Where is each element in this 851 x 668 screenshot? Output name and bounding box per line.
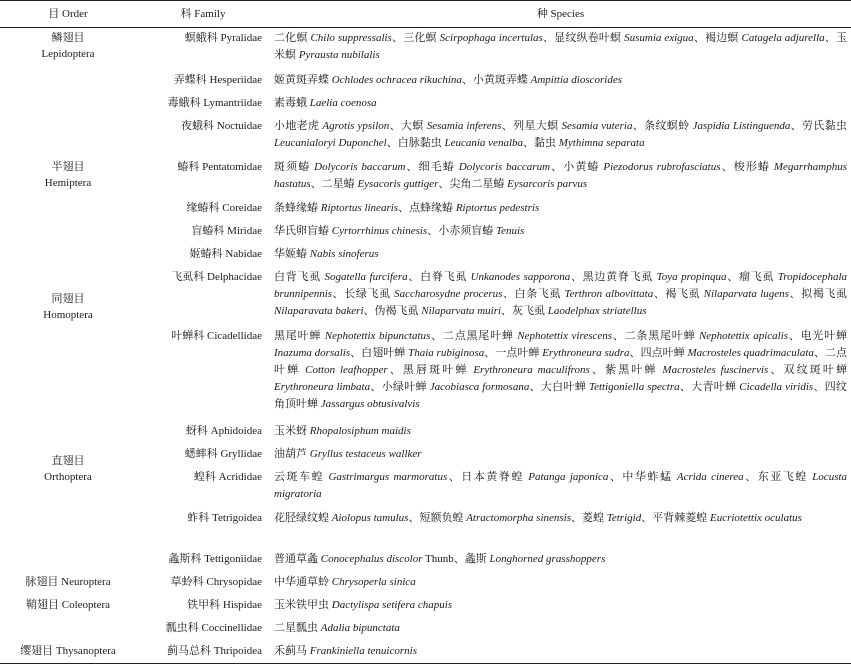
species-common-name: 、玉米螟 [274,32,848,61]
species-scientific-name: Conocephalus discolor [320,552,423,565]
species-cell [270,116,851,157]
species-scientific-name: Leucania venalba [444,136,523,149]
species-scientific-name: Dactylispa setifera chapuis [331,598,453,611]
species-scientific-name: Gryllus testaceus wallker [309,447,422,460]
species-cell [270,70,851,93]
species-scientific-name: Dolycoris baccarum [314,160,406,173]
order-name-en: Lepidoptera [41,48,95,60]
species-common-name: 、拟褐飞虱 [788,287,848,300]
species-common-name: 、四点叶蝉 [629,346,688,359]
species-scientific-name: Terthron albovittata [564,287,654,300]
species-scientific-name: Acrida cinerea [676,470,744,483]
species-scientific-name: Chilo suppressalis [310,32,392,44]
species-scientific-name: Mythimna separata [558,136,645,149]
species-scientific-name: Nilaparvata muiri [421,304,502,317]
species-scientific-name: Sesamia inferens [426,119,502,132]
species-common-name: 、伪褐飞虱 [363,304,422,317]
species-common-name: 、灰飞虱 [501,304,548,317]
species-common-name: 、日本黄脊蝗 [447,470,529,483]
species-scientific-name: Tropidocephala brunnipennis [274,270,848,300]
species-common-name: 斑须蝽 [274,160,315,173]
order-cell [0,267,136,444]
species-common-name: 、东亚飞蝗 [743,470,813,483]
order-cell [0,28,136,157]
species-cell [270,572,851,595]
species-common-name: 、二条黑尾叶蝉 [612,329,699,342]
order-name-cn: 半翅目 [51,160,85,173]
species-scientific-name: Atractomorpha sinensis [466,511,572,524]
species-scientific-name: Locusta migratoria [274,470,848,500]
species-scientific-name: Gastrimargus marmoratus [328,470,448,483]
family-cell: 姬蝽科 Nabidae [189,247,262,260]
family-cell: 蝽科 Pentatomidae [177,160,262,173]
species-cell [270,198,851,221]
species-scientific-name: Eysacoris guttiger [357,177,439,190]
family-cell: 蚜科 Aphidoidea [185,424,262,437]
species-cell [270,444,851,467]
species-scientific-name: Unkanodes sapporona [470,270,571,283]
order-name: 鞘翅目 Coleoptera [25,598,110,611]
species-cell [270,244,851,267]
family-cell: 盲蝽科 Miridae [191,224,262,237]
species-common-name: 、二点叶蝉 [274,346,848,376]
species-scientific-name: Chrysoperla sinica [331,575,416,588]
family-cell: 蝗科 Acrididae [193,470,262,483]
table-body [0,28,851,664]
species-scientific-name: Megarrhamphus hastatus [274,160,848,190]
family-cell: 弄蝶科 Hesperiidae [173,73,262,86]
species-scientific-name: Jacobiasca formosana [429,380,530,393]
species-scientific-name: Erythroneura maculifrons [473,363,590,376]
species-common-name: 禾蓟马 [274,644,310,657]
species-common-name: 、尖角二星蝽 [438,177,508,190]
species-common-name: 华氏卵盲蝽 [274,224,332,237]
species-cell [270,28,851,70]
order-cell [0,157,136,267]
family-cell: 蓟马总科 Thripoidea [136,641,270,664]
species-scientific-name: Riptortus linearis [320,201,399,214]
species-cell [270,326,851,421]
species-scientific-name: Aiolopus tamulus [331,511,409,524]
species-common-name: 、三化螟 [391,32,440,44]
species-common-name: 、中华蚱蜢 [608,470,677,483]
species-common-name: 云斑车蝗 [274,470,329,483]
species-scientific-name: Piezodorus rubrofasciatus [603,160,721,173]
species-common-name: 、电光叶蝉 [788,329,848,342]
table-row [0,28,851,70]
species-cell [270,508,851,549]
species-scientific-name: Ochlodes ochracea rikuchina [331,73,462,86]
species-scientific-name: Leucanialoryi Duponchel [274,136,387,149]
species-scientific-name: Eysarcoris parvus [507,177,588,190]
species-scientific-name: Macrosteles fuscinervis [662,363,769,376]
species-scientific-name: Erythroneura limbata [274,380,371,393]
species-common-name: 玉米蚜 [274,424,310,437]
species-common-name: 、黑唇斑叶蝉 [387,363,474,376]
species-cell [270,157,851,198]
species-common-name: 、二点黑尾叶蝉 [430,329,518,342]
species-cell [270,421,851,444]
species-common-name: 二星瓢虫 [274,621,321,634]
species-common-name: 、大螟 [389,119,427,132]
family-cell: 蟋蟀科 Gryllidae [184,447,262,460]
species-scientific-name: Riptortus pedestris [455,201,540,214]
species-common-name: 、大白叶蝉 [529,380,589,393]
table-row [0,267,851,326]
species-common-name: 、条纹螟蛉 [632,119,693,132]
species-scientific-name: Pyrausta nubilalis [298,49,380,61]
family-cell: 草蛉科 Chrysopidae [170,575,262,588]
species-cell [270,595,851,618]
species-scientific-name: Jaspidia Listinguenda [692,119,791,132]
order-cell [0,641,136,664]
species-column-header: 种 Species [270,1,851,28]
species-common-name: 、梭形蝽 [720,160,774,173]
species-common-name: 、劳氏黏虫 [790,119,848,132]
species-scientific-name: Rhopalosiphum maidis [309,424,411,437]
family-cell: 毒蛾科 Lymantriidae [167,96,262,109]
species-scientific-name: Nilaparvata lugens [703,287,789,300]
species-cell [270,467,851,508]
species-scientific-name: Thaia rubiginosa [408,346,485,359]
species-common-name: 花胫绿纹蝗 [274,511,332,524]
species-common-name: 、白条飞虱 [502,287,565,300]
species-common-name: 、列星大螟 [501,119,562,132]
species-scientific-name: Longhorned grasshoppers [489,552,606,565]
species-common-name: 、四纹角顶叶蝉 [274,380,848,410]
species-scientific-name: Scirpophaga incertulas [439,32,543,44]
species-common-name: 素毒蛾 [274,96,310,109]
species-common-name: 、短额负蝗 [408,511,467,524]
species-common-name: 姬黄斑弄蝶 [274,73,332,86]
order-name-en: Homoptera [43,308,93,321]
species-scientific-name: Frankiniella tenuicornis [309,644,417,657]
species-scientific-name: Laelia coenosa [309,96,377,109]
species-scientific-name: Catagela adjurella [741,32,825,44]
species-common-name: 、紫黑叶蝉 [589,363,663,376]
species-scientific-name: Cotton leafhopper [305,363,388,376]
species-scientific-name: Adalia bipunctata [320,621,400,634]
order-name-cn: 直翅目 [51,454,85,467]
species-scientific-name: Inazuma dorsalis [274,346,351,359]
species-common-name: 、大青叶蝉 [679,380,740,393]
species-common-name: 、长绿飞虱 [332,287,395,300]
species-scientific-name: Laodelphax striatellus [547,304,647,317]
species-common-name: 、一点叶蝉 [484,346,543,359]
species-common-name: 、显纹纵卷叶螟 [542,32,625,44]
species-scientific-name: Cyrtorrhinus chinesis [331,224,428,237]
species-scientific-name: Nephotettix bipunctatus [324,329,431,342]
species-cell [270,549,851,572]
species-scientific-name: Ampittia dioscorides [530,73,622,86]
table-row [0,572,851,595]
order-cell [0,572,136,595]
species-common-name: Thunb、螽斯 [422,552,490,565]
family-cell: 螟蛾科 Pyralidae [184,32,262,44]
species-common-name: 、双纹斑叶蝉 [768,363,848,376]
species-cell [270,618,851,641]
species-common-name: 、菱蝗 [571,511,607,524]
table-header-row [0,1,851,28]
family-cell: 螽斯科 Tettigoniidae [168,552,262,565]
species-common-name: 黑尾叶蝉 [274,329,325,342]
species-scientific-name: Nephotettix virescens [517,329,613,342]
table-row [0,157,851,198]
species-common-name: 、小黄斑弄蝶 [461,73,531,86]
species-common-name: 油葫芦 [274,447,310,460]
order-name: 脉翅目 Neuroptera [25,575,111,588]
family-column-header: 科 Family [136,1,270,28]
species-scientific-name: Eucriotettix oculatus [709,511,802,524]
species-common-name: 、细毛蝽 [405,160,459,173]
species-common-name: 、白脊飞虱 [407,270,471,283]
species-cell [270,221,851,244]
species-scientific-name: Agrotis ypsilon [322,119,390,132]
species-common-name: 条蜂缘蝽 [274,201,321,214]
species-common-name: 普通草螽 [274,552,321,565]
species-scientific-name: Tetrigid [606,511,642,524]
species-common-name: 、小绿叶蝉 [370,380,430,393]
species-common-name: 白背飞虱 [274,270,325,283]
species-scientific-name: Nilaparavata bakeri [274,304,364,317]
species-scientific-name: Cicadella viridis [739,380,814,393]
order-name-en: Hemiptera [44,176,92,189]
family-cell: 夜蛾科 Noctuidae [181,119,262,132]
species-scientific-name: Susumia exigua [624,32,694,44]
species-scientific-name: Tettigoniella spectra [589,380,680,393]
family-cell: 铁甲科 Hispidae [187,598,262,611]
species-scientific-name: Nephotettix apicalis [698,329,789,342]
species-common-name: 、平背棘菱蝗 [641,511,710,524]
family-cell: 蚱科 Tetrigoidea [187,511,262,524]
table-row [0,595,851,618]
species-common-name: 、白翅叶蝉 [350,346,409,359]
species-cell [270,641,851,664]
species-common-name: 、白脉黏虫 [386,136,445,149]
order-name-en: Orthoptera [44,470,92,483]
species-scientific-name: Patanga japonica [528,470,609,483]
table-row [0,444,851,467]
family-cell: 飞虱科 Delphacidae [171,270,262,283]
species-scientific-name: Sogatella furcifera [324,270,408,283]
species-cell [270,267,851,326]
order-column-header: 目 Order [0,1,136,28]
order-name: 缨翅目 Thysanoptera [20,644,116,657]
species-scientific-name: Nabis sinoferus [309,247,379,260]
species-common-name: 二化螟 [274,32,311,44]
species-scientific-name: Saccharosydne procerus [394,287,503,300]
species-common-name: 、黏虫 [523,136,559,149]
species-scientific-name: Dolycoris baccarum [458,160,551,173]
species-common-name: 中华通草蛉 [274,575,332,588]
species-scientific-name: Toya propinqua [656,270,727,283]
species-common-name: 、小赤须盲蝽 [427,224,496,237]
order-name-cn: 同翅目 [51,292,85,305]
species-common-name: 、点蜂缘蝽 [398,201,456,214]
species-common-name: 、瘤飞虱 [726,270,778,283]
species-common-name: 华姬蝽 [274,247,310,260]
species-common-name: 、黑边黄脊飞虱 [570,270,657,283]
species-common-name: 、褐边螟 [693,32,742,44]
species-common-name: 、褐飞虱 [653,287,704,300]
species-common-name: 、二星蝽 [310,177,358,190]
species-scientific-name: Tenuis [495,224,525,237]
order-name-cn: 鳞翅目 [51,32,85,44]
species-common-name: 玉米铁甲虫 [274,598,332,611]
family-cell: 瓢虫科 Coccinellidae [165,621,262,634]
family-cell: 叶蝉科 Cicadellidae [171,329,262,342]
species-scientific-name: Erythroneura sudra [542,346,630,359]
species-scientific-name: Jassargus obtusivalvis [320,397,420,410]
species-scientific-name: Sesamia vuteria [561,119,633,132]
species-common-name: 小地老虎 [274,119,323,132]
order-cell [0,444,136,572]
species-common-name: 、小黄蝽 [550,160,604,173]
species-cell [270,93,851,116]
order-cell [0,595,136,641]
table-row [0,641,851,664]
species-scientific-name: Macrosteles quadrimaculata [687,346,814,359]
family-cell: 缘蝽科 Coreidae [186,201,262,214]
